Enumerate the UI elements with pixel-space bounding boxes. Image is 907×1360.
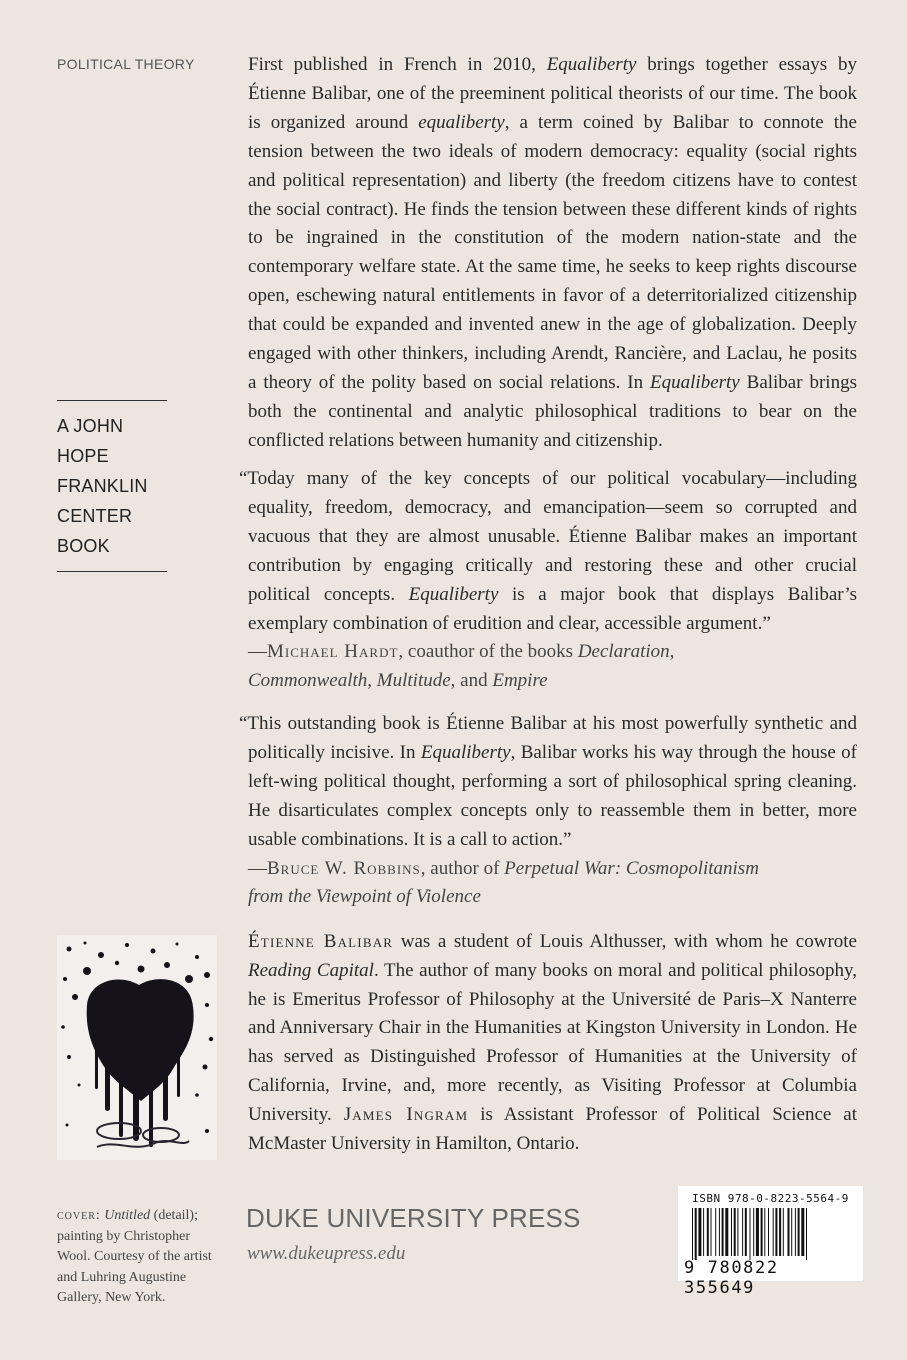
series-box [57, 400, 167, 572]
attribution-role: , coauthor of the books [398, 641, 578, 663]
barcode-bar [711, 1208, 712, 1256]
blurb-hardt-text-1: “Today many of the key concepts of our political vocabulary—including equality, freedom, democracy, and emancipation—seem so corrupted and vacuous that they are almost unusable. Étienne Balibar makes an important contribution by engaging critically and restoring these and other crucial political concepts. [239, 468, 857, 605]
attribution-name: Bruce W. Robbins [267, 857, 421, 879]
attribution-book-2: Commonwealth [248, 670, 368, 692]
blurb-robbins-text-1: “This outstanding book is Étienne Balibar at his most powerfully synthetic and politically incisive. In [239, 713, 857, 763]
barcode-bar [788, 1208, 790, 1256]
barcode-bar [775, 1208, 777, 1256]
attribution-book-1: Perpetual War: Cosmopolitanism [504, 857, 759, 879]
barcode-bar [692, 1208, 693, 1260]
barcode-bar [734, 1208, 736, 1256]
blurb-hardt-title: Equaliberty [408, 583, 499, 605]
barcode-bar [742, 1208, 743, 1256]
description-paragraph [248, 51, 857, 456]
barcode-bar [745, 1208, 747, 1256]
credit-detail: (detail); painting by Christopher Wool. Courtesy of the artist and Luhring Augustine Gallery, New York. [57, 1208, 212, 1305]
book-description [248, 51, 857, 456]
cover-painting-image [57, 935, 217, 1160]
barcode-bar [703, 1208, 704, 1256]
attribution-book-1: Declaration [577, 641, 670, 663]
description-term: equaliberty [418, 111, 505, 133]
attribution-sep-3: , and [450, 670, 493, 692]
barcode-bar [719, 1208, 720, 1256]
publisher-url: www.dukeupress.edu [247, 1243, 406, 1264]
credit-artwork-title: Untitled [104, 1208, 151, 1223]
barcode-bar [795, 1208, 796, 1256]
description-text-4: Balibar brings both the continental and analytic philosophical traditions to bear on the conflicted relations between humanity and citizenship. [248, 371, 857, 451]
bio-text-1: was a student of Louis Althusser, with whom he cowrote [393, 931, 857, 952]
barcode-bar [761, 1208, 763, 1256]
barcode-bar [707, 1208, 709, 1256]
barcode-bar [715, 1208, 716, 1256]
barcode-number: 9 780822 355649 [684, 1258, 779, 1298]
barcode-bar [783, 1208, 784, 1256]
blurb-hardt-text-2: is a major book that displays Balibar’s exemplary combination of erudition and clear, accessible argument.” [248, 583, 858, 634]
bio-author-name: Étienne Balibar [248, 931, 394, 952]
series-line-3: CENTER BOOK [57, 506, 133, 556]
barcode-bar [773, 1208, 774, 1256]
blurb-hardt-text [239, 465, 858, 638]
category-label: POLITICAL THEORY [57, 56, 195, 72]
isbn-label: ISBN 978-0-8223-5564-9 [692, 1192, 849, 1205]
attribution-book-3: Multitude [376, 670, 451, 692]
barcode-bar [731, 1208, 732, 1256]
attribution-dash: — [248, 641, 267, 663]
author-bio [248, 928, 857, 1158]
description-text-3: , a term coined by Balibar to connote the tension between the two ideals of modern democracy: equality (social rights and political representation) and liberty (the freedom citizens have to contest the social contract). He finds the tension between these different kinds of rights to be ingrained in the constitution of the modern nation-state and the contemporary welfare state. At the same time, he seeks to keep rights discourse open, eschewing natural entitlements in favor of a deterritorialized citizenship that could be expanded and invented anew in the age of globalization. Deeply engaged with other thinkers, including Arendt, Rancière, and Laclau, he posits a theory of the polity based on social relations. In [248, 111, 857, 393]
bio-paragraph [248, 928, 857, 1158]
barcode-bar [722, 1208, 724, 1256]
attribution-book-4: Empire [492, 670, 548, 692]
barcode-bar [753, 1208, 754, 1256]
barcode-bar [801, 1208, 804, 1256]
barcode-bar [806, 1208, 807, 1260]
barcode-bar [695, 1208, 697, 1260]
publisher-name: DUKE UNIVERSITY PRESS [246, 1203, 581, 1233]
description-title-2: Equaliberty [650, 371, 740, 393]
bio-text-3: is Assistant Professor of Political Science at McMaster University in Hamilton, Ontario. [248, 1103, 857, 1154]
blurb-robbins-attribution [248, 855, 857, 913]
attribution-sep-1: , [669, 641, 675, 663]
series-line-1: A JOHN HOPE [57, 416, 124, 466]
description-text-1: First published in French in 2010, [248, 54, 547, 75]
barcode-bar [756, 1208, 759, 1256]
bio-text-2: . The author of many books on moral and political philosophy, he is Emeritus Professor of Philosophy at the Université de Paris–X Nanterre and Anniversary Chair in the Humanities at Kingston University in London. He has served as Distinguished Professor of Humanities at the University of California, Irvine, and, more recently, as Visiting Professor at Columbia University. [248, 959, 858, 1125]
attribution-dash: — [248, 857, 267, 879]
bio-book-title: Reading Capital [248, 959, 374, 981]
barcode-bar [725, 1208, 728, 1256]
series-line-2: FRANKLIN [57, 476, 148, 496]
barcode [678, 1186, 863, 1298]
barcode-bar [791, 1208, 792, 1256]
bio-editor-name: James Ingram [343, 1103, 469, 1125]
attribution-name: Michael Hardt [267, 641, 399, 663]
blurb-robbins-text-2: , Balibar works his way through the house of left-wing political thought, performing a sort of philosophical spring cleaning. He disarticulates complex concepts only to reassemble them in better, more usable combinations. It is a call to action.” [248, 741, 858, 850]
blurb-robbins [239, 710, 858, 912]
attribution-role: , author of [420, 857, 505, 879]
credit-label: cover: [57, 1208, 101, 1223]
blurb-robbins-text [239, 710, 858, 855]
barcode-bar [750, 1208, 751, 1260]
cover-credit [57, 1206, 222, 1309]
description-text-2: brings together essays by Étienne Balibar, one of the preeminent political theorists of our time. The book is organized around [248, 54, 857, 133]
barcode-bar [798, 1208, 800, 1256]
blurb-hardt-attribution [248, 638, 857, 696]
description-title-1: Equaliberty [546, 54, 637, 75]
blurb-robbins-title: Equaliberty [420, 741, 511, 763]
barcode-bar [764, 1208, 765, 1256]
barcode-bar [768, 1208, 769, 1256]
barcode-bar [737, 1208, 738, 1256]
attribution-sep-2: , [367, 670, 377, 692]
barcode-bar [779, 1208, 781, 1256]
attribution-book-2: from the Viewpoint of Violence [248, 886, 481, 908]
blurb-hardt [239, 465, 858, 696]
barcode-bar [698, 1208, 701, 1256]
